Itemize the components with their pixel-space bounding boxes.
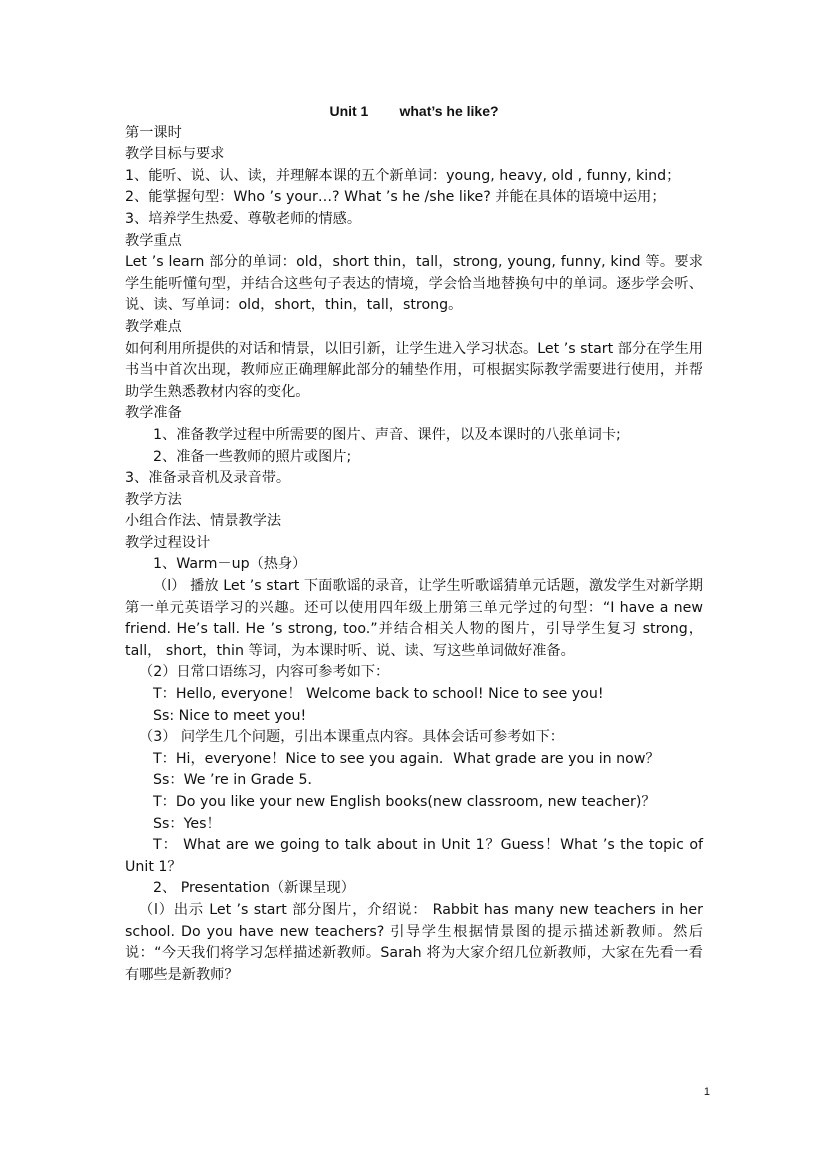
dialogue-line: T： What are we going to talk about in Unit 1？Guess！What ’s the topic of Unit 1？ xyxy=(125,837,703,875)
step-warm-up: 1、Warm－up（热身） xyxy=(153,556,307,573)
lesson-heading: 第一课时 xyxy=(125,124,182,141)
section-heading-goals: 教学目标与要求 xyxy=(125,146,225,163)
page-number: 1 xyxy=(703,1086,710,1098)
section-heading-methods: 教学方法 xyxy=(125,491,182,508)
warm-up-item-3: （3） 问学生几个问题，引出本课重点内容。具体会话可参考如下： xyxy=(139,729,564,746)
page-title: Unit 1 what’s he like? xyxy=(329,103,499,119)
goal-item-2: 2、能掌握句型：Who ’s your…? What ’s he /she like? 并能在具体的语境中运用； xyxy=(125,189,666,206)
difficulties-paragraph: 如何利用所提供的对话和情景，以旧引新，让学生进入学习状态。Let ’s start 部分在学生用书当中首次出现，教师应正确理解此部分的辅垫作用，可根据实际教学需要进行使用，并帮助学生熟悉教材内容的变化。 xyxy=(125,340,703,400)
preparation-item-3: 3、准备录音机及录音带。 xyxy=(125,470,291,487)
preparation-item-2: 2、准备一些教师的照片或图片; xyxy=(153,448,352,465)
section-heading-difficulties: 教学难点 xyxy=(125,318,182,335)
dialogue-line: Ss：We ’re in Grade 5． xyxy=(153,772,322,789)
warm-up-item-2: （2）日常口语练习，内容可参考如下： xyxy=(139,664,390,681)
dialogue-line: Ss: Nice to meet you! xyxy=(153,707,307,724)
key-points-paragraph: Let ’s learn 部分的单词：old，short thin，tall，strong, young, funny, kind 等。要求学生能听懂句型，并结合这些句子表达的情境，学会恰当地替换句中的单词。逐步学会听、说、读、写单词：old，short，thin，tall，strong。 xyxy=(125,254,703,314)
presentation-item-1: （l）出示 Let ’s start 部分图片，介绍说： Rabbit has many new teachers in her school. Do you have new teachers? 引导学生根据情景图的提示描述新教师。然后说：“今天我们将学习怎样描述新教师。Sarah 将为大家介绍几位新教师，大家在先看一看有哪些是新教师？ xyxy=(125,901,703,983)
dialogue-line: T：Hi，everyone！Nice to see you again．What grade are you in now？ xyxy=(153,750,660,767)
dialogue-line: Ss：Yes！ xyxy=(153,815,221,832)
section-heading-process: 教学过程设计 xyxy=(125,534,211,551)
goal-item-1: 1、能听、说、认、读，并理解本课的五个新单词：young, heavy, old , funny, kind； xyxy=(125,167,681,184)
methods-text: 小组合作法、情景教学法 xyxy=(125,513,282,530)
section-heading-preparation: 教学准备 xyxy=(125,405,182,422)
step-presentation: 2、 Presentation（新课呈现） xyxy=(153,880,355,897)
preparation-item-1: 1、准备教学过程中所需要的图片、声音、课件，以及本课时的八张单词卡; xyxy=(153,426,621,443)
dialogue-line: T：Do you like your new English books(new classroom, new teacher)？ xyxy=(153,794,656,810)
warm-up-item-1: （l） 播放 Let ’s start 下面歌谣的录音，让学生听歌谣猜单元话题，激发学生对新学期第一单元英语学习的兴趣。还可以使用四年级上册第三单元学过的句型：“I have a new friend. He’s tall. He ’s strong, too.”并结合相关人物的图片，引导学生复习 strong， tall， short，thin 等词，为本课时听、说、读、写这些单词做好准备。 xyxy=(125,578,703,659)
section-heading-key-points: 教学重点 xyxy=(125,232,182,249)
dialogue-line: T：Hello, everyone！ Welcome back to school! Nice to see you! xyxy=(153,686,604,703)
document-body xyxy=(125,101,703,986)
goal-item-3: 3、培养学生热爱、尊敬老师的情感。 xyxy=(125,210,362,227)
